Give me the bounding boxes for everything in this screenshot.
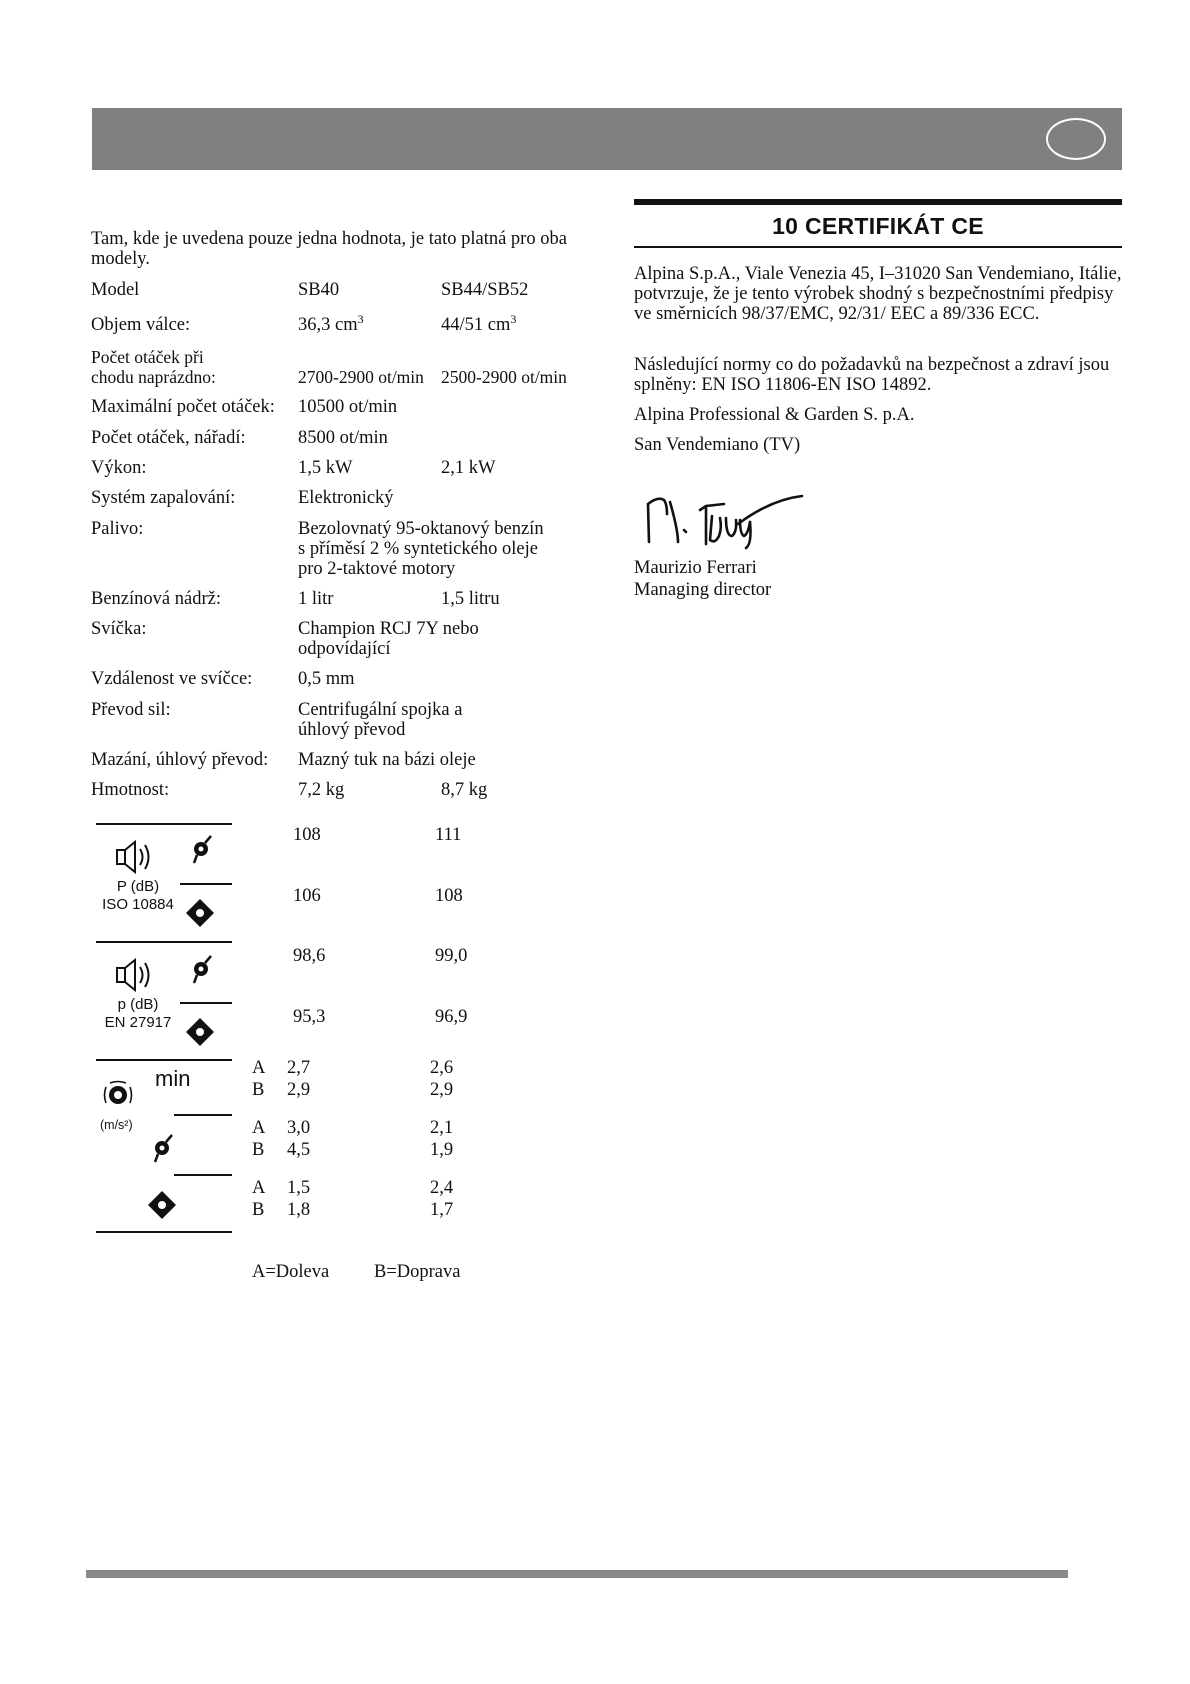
vibration-value: 2,6	[430, 1058, 454, 1078]
noise-value: 108	[435, 886, 463, 906]
legend-right: B=Doprava	[374, 1262, 461, 1282]
vibration-icon	[105, 1082, 132, 1105]
spec-value-line: Bezolovnatý 95-oktanový benzín	[298, 519, 544, 539]
vibration-side: A	[252, 1178, 266, 1198]
table-rule	[96, 823, 232, 825]
noise-value: 108	[293, 825, 321, 845]
vibration-side: B	[252, 1200, 265, 1220]
vibration-unit: (m/s²)	[100, 1118, 133, 1132]
vibration-value: 4,5	[287, 1140, 311, 1160]
table-rule	[174, 1114, 232, 1116]
vibration-value: 2,9	[430, 1080, 454, 1100]
company-place: San Vendemiano (TV)	[634, 435, 801, 455]
vibration-value: 3,0	[287, 1118, 311, 1138]
legend-left: A=Doleva	[252, 1262, 330, 1282]
vibration-side: A	[252, 1118, 266, 1138]
spec-value-line: Centrifugální spojka a	[298, 700, 463, 720]
engine-idle-icon	[155, 1135, 172, 1162]
engine-idle-icon	[194, 956, 211, 983]
spec-label: Počet otáček, nářadí:	[91, 428, 246, 448]
engine-idle-icon	[194, 836, 211, 863]
vibration-value: 1,5	[287, 1178, 311, 1198]
signer-name: Maurizio Ferrari	[634, 558, 757, 578]
spec-label: Palivo:	[91, 519, 144, 539]
sound-power-label: P (dB) ISO 10884	[102, 878, 174, 913]
noise-value: 95,3	[293, 1007, 326, 1027]
signature-image	[640, 490, 810, 552]
table-rule	[96, 941, 232, 943]
noise-value: 111	[435, 825, 462, 845]
full-throttle-icon	[148, 1191, 176, 1219]
vibration-value: 2,7	[287, 1058, 311, 1078]
spec-value-line: Champion RCJ 7Y nebo	[298, 619, 479, 639]
spec-value-line: úhlový převod	[298, 720, 406, 740]
spec-value-line: odpovídající	[298, 639, 391, 659]
spec-value-sb40: Elektronický	[298, 488, 394, 508]
spec-label: chodu naprázdno:	[91, 367, 216, 387]
noise-value: 106	[293, 886, 321, 906]
noise-value: 96,9	[435, 1007, 468, 1027]
spec-value-sb44: 44/51 $cm^3$	[441, 311, 517, 335]
speaker-icon	[117, 842, 149, 872]
spec-label: Mazání, úhlový převod:	[91, 750, 269, 770]
intro-text: Tam, kde je uvedena pouze jedna hodnota, je tato platná pro oba modely.	[91, 229, 567, 269]
spec-value-sb44: SB44/SB52	[441, 280, 529, 300]
spec-label: Vzdálenost ve svíčce:	[91, 669, 253, 689]
certificate-paragraph: Následující normy co do požadavků na bezpečnost a zdraví jsou splněny: EN ISO 11806-EN ISO 14892.	[634, 355, 1110, 395]
language-badge	[1046, 118, 1106, 160]
table-rule	[96, 1231, 232, 1233]
spec-value-sb40: SB40	[298, 280, 340, 300]
full-throttle-icon	[186, 899, 214, 927]
spec-value-sb44: 1,5 litru	[441, 589, 500, 609]
spec-value-sb40: Mazný tuk na bázi oleje	[298, 750, 476, 770]
spec-value-sb44: 2500-2900 ot/min	[441, 367, 567, 387]
noise-value: 99,0	[435, 946, 468, 966]
signer-title: Managing director	[634, 580, 772, 600]
spec-value-sb40: 1 litr	[298, 589, 334, 609]
spec-label: Systém zapalování:	[91, 488, 236, 508]
section-rule-top	[634, 199, 1122, 205]
header-bar	[92, 108, 1122, 170]
noise-value: 98,6	[293, 946, 326, 966]
vibration-value: 2,1	[430, 1118, 454, 1138]
spec-value-sb40: 36,3 $cm^3$	[298, 311, 364, 335]
spec-value-line: pro 2-taktové motory	[298, 559, 456, 579]
company-name: Alpina Professional & Garden S. p.A.	[634, 405, 915, 425]
spec-label: Výkon:	[91, 458, 147, 478]
spec-value-sb44: 2,1 kW	[441, 458, 496, 478]
vibration-value: 1,7	[430, 1200, 454, 1220]
vibration-value: 2,4	[430, 1178, 454, 1198]
footer-bar	[86, 1570, 1068, 1578]
full-throttle-icon	[186, 1018, 214, 1046]
vibration-side: A	[252, 1058, 266, 1078]
spec-label: Model	[91, 280, 140, 300]
spec-value-sb40: 2700-2900 ot/min	[298, 367, 424, 387]
spec-value-sb40: 10500 ot/min	[298, 397, 398, 417]
spec-value-sb40: 1,5 kW	[298, 458, 353, 478]
min-label: min	[155, 1066, 191, 1091]
vibration-value: 1,9	[430, 1140, 454, 1160]
spec-value-sb40: 8500 ot/min	[298, 428, 388, 448]
vibration-side: B	[252, 1080, 265, 1100]
spec-value-sb40: 7,2 kg	[298, 780, 345, 800]
spec-label: Objem válce:	[91, 315, 191, 335]
spec-label: Svíčka:	[91, 619, 147, 639]
spec-value-sb44: 8,7 kg	[441, 780, 488, 800]
section-title: 10 CERTIFIKÁT CE	[772, 213, 984, 239]
spec-value-line: s příměsí 2 % syntetického oleje	[298, 539, 538, 559]
vibration-side: B	[252, 1140, 265, 1160]
vibration-value: 2,9	[287, 1080, 311, 1100]
spec-label: Hmotnost:	[91, 780, 170, 800]
spec-label: Benzínová nádrž:	[91, 589, 221, 609]
sound-pressure-label: p (dB) EN 27917	[104, 996, 172, 1031]
spec-label: Převod sil:	[91, 700, 171, 720]
spec-label: Počet otáček při	[91, 347, 204, 367]
table-rule	[96, 1059, 232, 1061]
table-rule	[174, 1174, 232, 1176]
section-rule-bottom	[634, 246, 1122, 248]
certificate-paragraph: Alpina S.p.A., Viale Venezia 45, I–31020 San Vendemiano, Itálie, potvrzuje, že je tento výrobek shodný s bezpečnostními předpisy ve směrnicích 98/37/EMC, 92/31/ EEC a 89/336 ECC.	[634, 264, 1122, 324]
spec-value-sb40: 0,5 mm	[298, 669, 355, 689]
vibration-value: 1,8	[287, 1200, 311, 1220]
speaker-icon	[117, 960, 149, 990]
spec-label: Maximální počet otáček:	[91, 397, 275, 417]
